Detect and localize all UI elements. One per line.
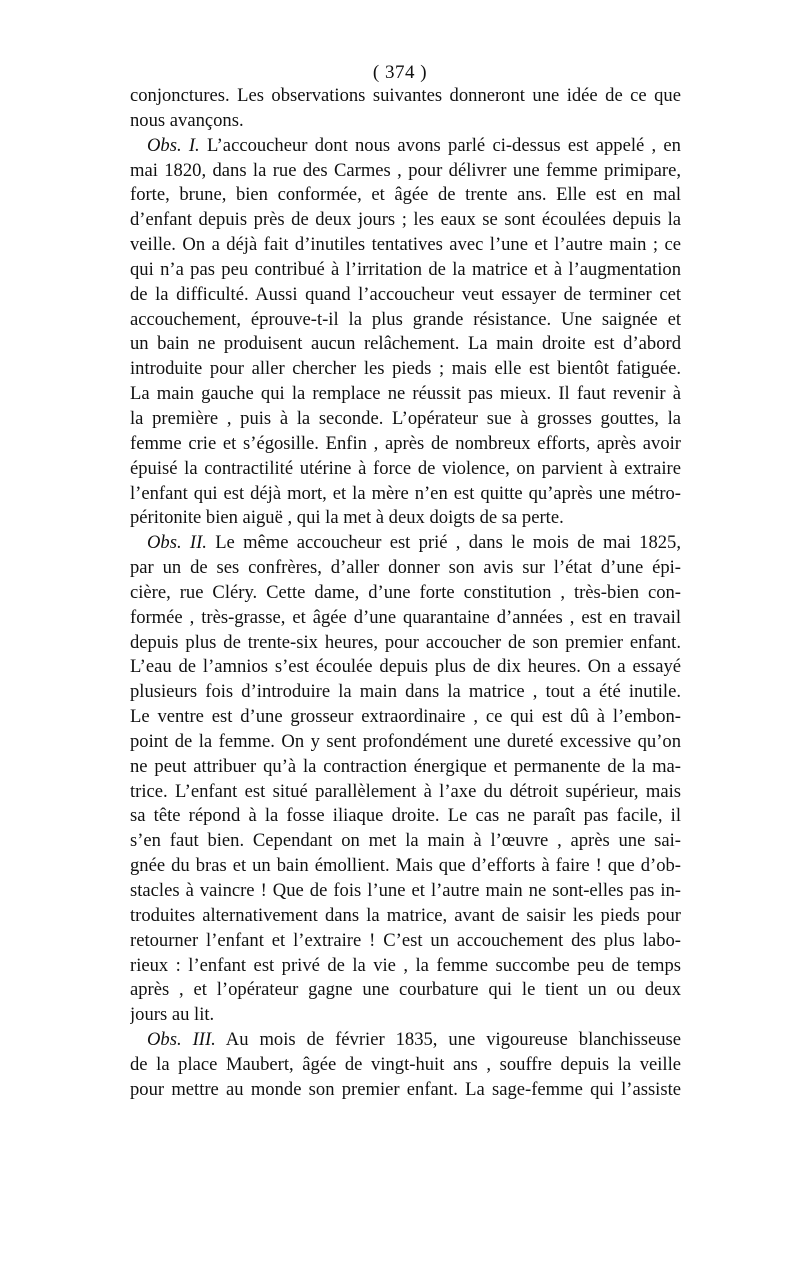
text-line: de la difficulté. Aussi quand l’accoucheur veut essayer de terminer cet	[130, 283, 681, 305]
text-line: point de la femme. On y sent profondément une dureté excessive qu’on	[130, 730, 681, 752]
text-line	[130, 1028, 681, 1053]
text-line: trice. L’enfant est situé parallèlement à l’axe du détroit supérieur, mais	[130, 780, 681, 802]
text-line: s’en faut bien. Cependant on met la main à l’œuvre , après une sai-	[130, 830, 681, 852]
text-line: mai 1820, dans la rue des Carmes , pour délivrer une femme primipare,	[130, 159, 681, 181]
text-line: qui n’a pas peu contribué à l’irritation de la matrice et à l’augmentation	[130, 258, 681, 280]
line-text: L’accoucheur dont nous avons parlé ci-dessus est appelé , en	[206, 134, 681, 156]
text-line: sa tête répond à la fosse iliaque droite. Le cas ne paraît pas facile, il	[130, 805, 681, 827]
text-line: péritonite bien aiguë , qui la met à deux doigts de sa perte.	[130, 507, 564, 529]
paragraph-intro	[130, 84, 681, 134]
text-line: de la place Maubert, âgée de vingt-huit ans , souffre depuis la veille	[130, 1053, 681, 1075]
page-number: ( 374 )	[372, 62, 428, 83]
body-text	[130, 84, 681, 1103]
text-line: Le ventre est d’une grosseur extraordinaire , ce qui est dû à l’embon-	[130, 706, 681, 728]
text-line: par un de ses confrères, d’aller donner son avis sur l’état d’une épi-	[130, 557, 681, 579]
text-line: stacles à vaincre ! Que de fois l’une et l’autre main ne sont-elles pas in-	[130, 880, 681, 901]
text-line: L’eau de l’amnios s’est écoulée depuis plus de dix heures. On a essayé	[130, 656, 681, 678]
text-line: ne peut attribuer qu’à la contraction énergique et permanente de la ma-	[130, 755, 681, 777]
text-line: formée , très-grasse, et âgée d’une quarantaine d’années , est en travail	[130, 606, 681, 628]
text-line: forte, brune, bien conformée, et âgée de trente ans. Elle est en mal	[130, 184, 681, 206]
text-line: femme crie et s’égosille. Enfin , après de nombreux efforts, après avoir	[130, 432, 681, 454]
text-line	[130, 531, 681, 556]
observation-label: Obs. II.	[147, 532, 207, 554]
text-line	[130, 134, 681, 159]
text-line: d’enfant depuis près de deux jours ; les eaux se sont écoulées depuis la	[130, 209, 681, 231]
text-line: troduites alternativement dans la matrice, avant de saisir les pieds pour	[130, 904, 681, 926]
text-line: épuisé la contractilité utérine à force de violence, on parvient à extraire	[130, 457, 681, 479]
text-line: nous avançons.	[130, 109, 244, 131]
text-line: la première , puis à la seconde. L’opérateur sue à grosses gouttes, la	[130, 407, 681, 429]
paragraph-obs-1	[130, 134, 681, 532]
text-line: après , et l’opérateur gagne une courbature qui le tient un ou deux	[130, 979, 681, 1001]
observation-label: Obs. III.	[147, 1029, 216, 1051]
text-line: introduite pour aller chercher les pieds ; mais elle est bientôt fatiguée.	[130, 358, 681, 380]
text-line: veille. On a déjà fait d’inutiles tentatives avec l’une et l’autre main ; ce	[130, 234, 681, 256]
observation-label: Obs. I.	[147, 134, 200, 156]
line-text: Le même accoucheur est prié , dans le mois de mai 1825,	[215, 532, 681, 554]
text-line: gnée du bras et un bain émollient. Mais que d’efforts à faire ! que d’ob-	[130, 855, 681, 877]
text-line: conjonctures. Les observations suivantes donneront une idée de ce que	[130, 85, 681, 106]
paragraph-obs-2	[130, 531, 681, 1028]
text-line: l’enfant qui est déjà mort, et la mère n’en est quitte qu’après une métro-	[130, 482, 681, 504]
text-line: pour mettre au monde son premier enfant. La sage-femme qui l’assiste	[130, 1078, 681, 1100]
text-line: retourner l’enfant et l’extraire ! C’est un accouchement des plus labo-	[130, 929, 681, 951]
text-line: accouchement, éprouve-t-il la plus grande résistance. Une saignée et	[130, 308, 681, 330]
text-line: La main gauche qui la remplace ne réussit pas mieux. Il faut revenir à	[130, 383, 681, 405]
text-line: depuis plus de trente-six heures, pour accoucher de son premier enfant.	[130, 631, 681, 653]
text-line: cière, rue Cléry. Cette dame, d’une forte constitution , très-bien con-	[130, 581, 681, 603]
paragraph-obs-3	[130, 1028, 681, 1103]
text-line: rieux : l’enfant est privé de la vie , la femme succombe peu de temps	[130, 954, 681, 976]
text-line: plusieurs fois d’introduire la main dans la matrice , tout a été inutile.	[130, 681, 681, 703]
text-line: un bain ne produisent aucun relâchement. La main droite est d’abord	[130, 333, 681, 355]
line-text: Au mois de février 1835, une vigoureuse blanchisseuse	[225, 1029, 681, 1051]
text-line: jours au lit.	[130, 1004, 215, 1026]
